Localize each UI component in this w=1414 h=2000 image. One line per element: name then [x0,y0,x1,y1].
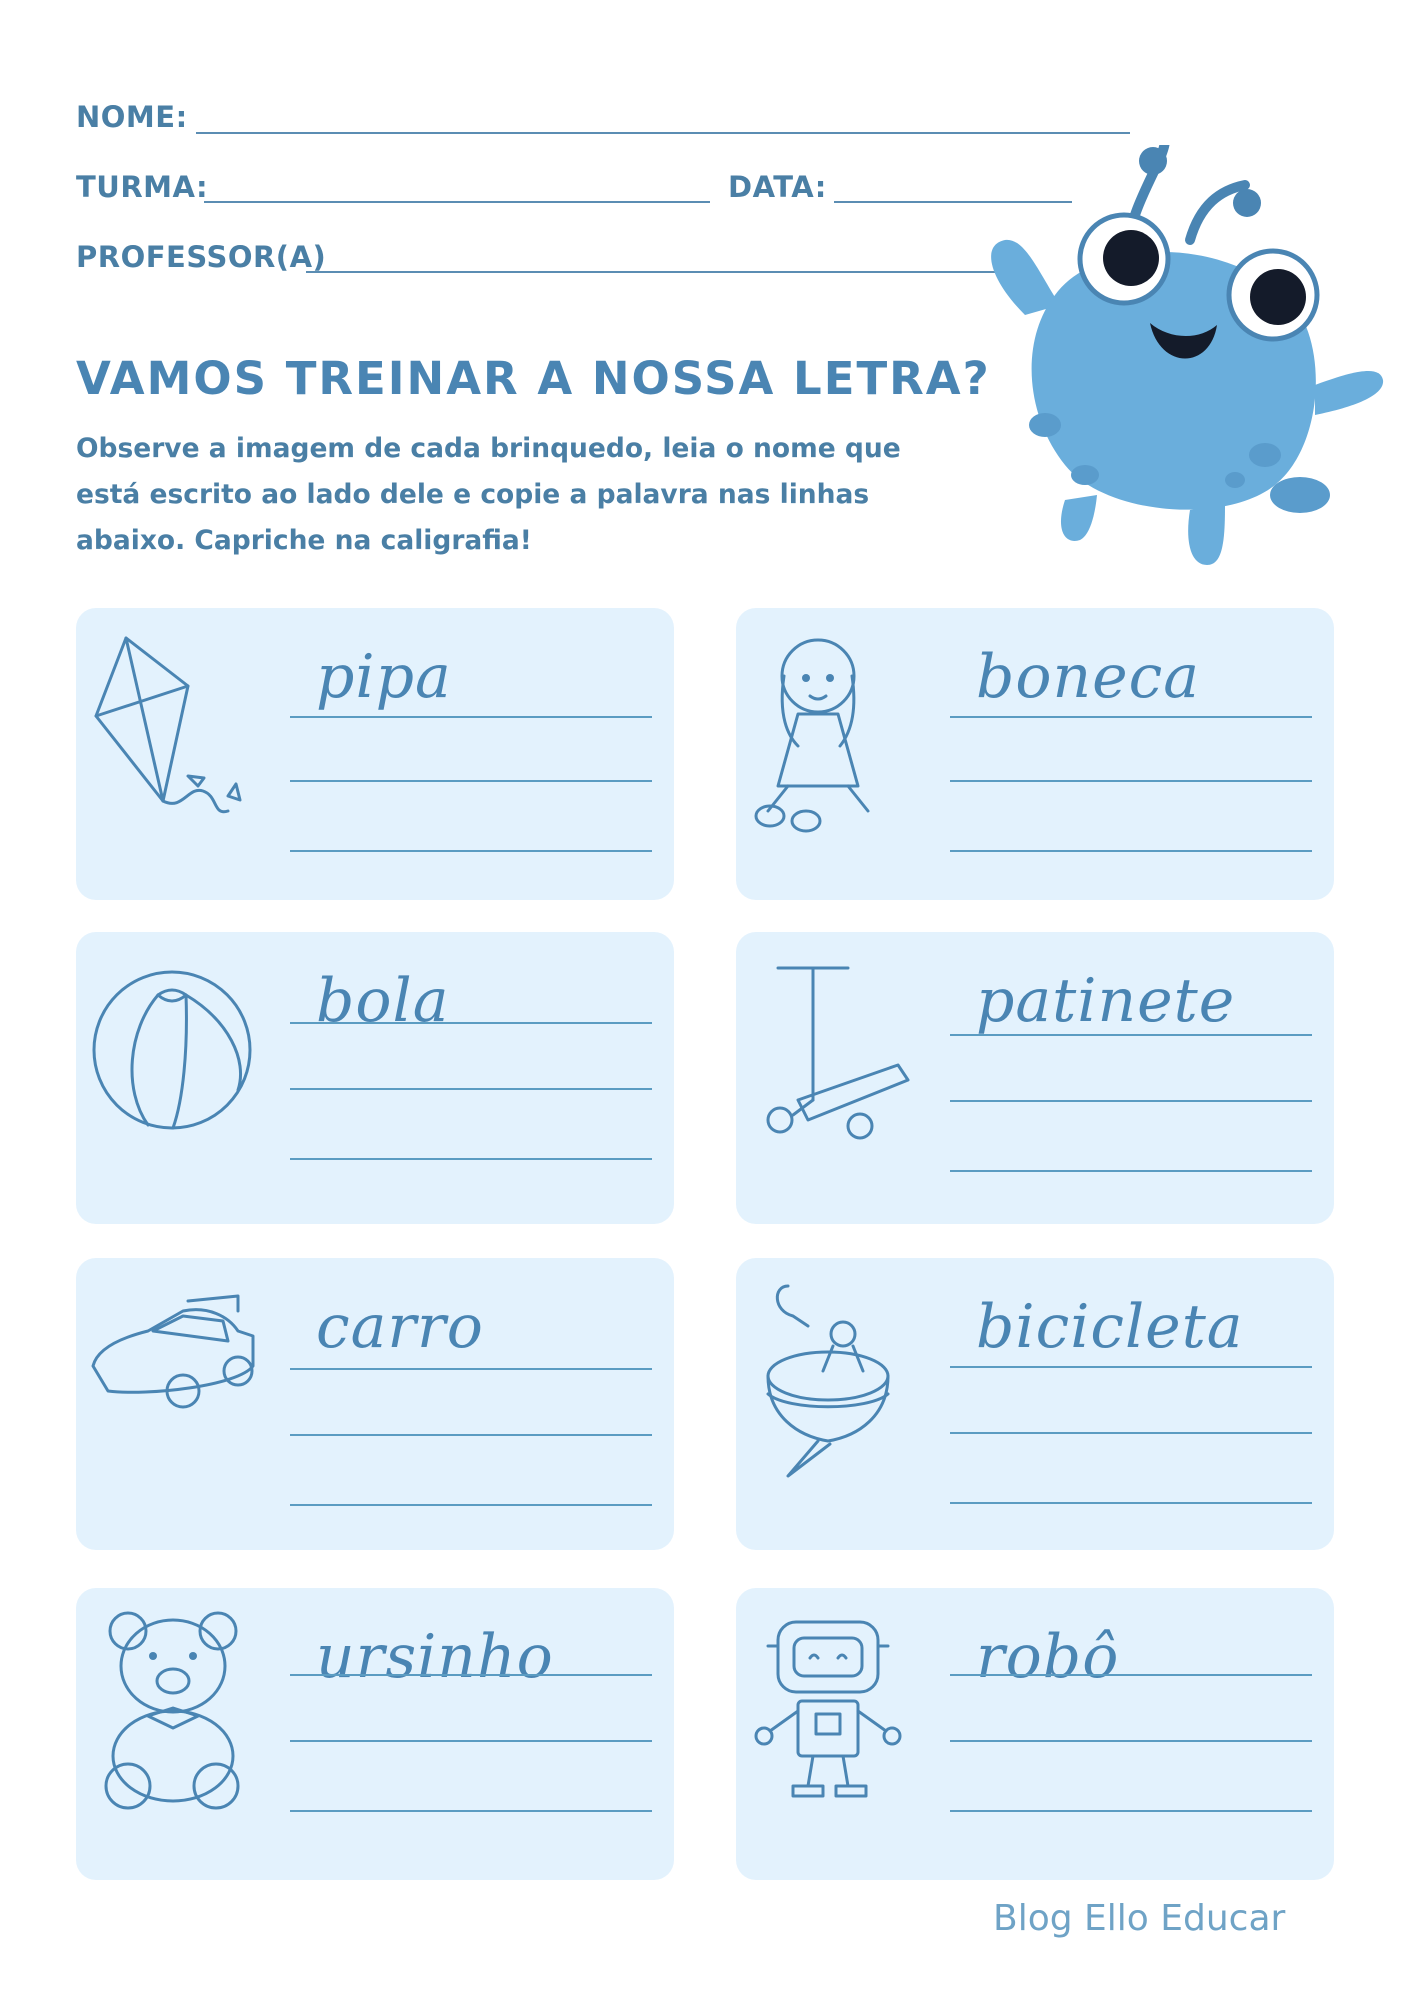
card-bicicleta [736,1258,1334,1550]
writing-line[interactable] [290,1434,652,1436]
card-robo [736,1588,1334,1880]
card-word: patinete [976,966,1236,1036]
doll-icon [748,626,916,836]
writing-line[interactable] [950,1432,1312,1434]
card-word: pipa [316,642,452,712]
writing-line[interactable] [950,1674,1312,1676]
writing-line[interactable] [950,1502,1312,1504]
date-label: DATA: [728,170,827,204]
page-title: VAMOS TREINAR A NOSSA LETRA? [76,352,991,405]
writing-line[interactable] [290,1158,652,1160]
card-carro [76,1258,674,1550]
card-patinete [736,932,1334,1224]
writing-line[interactable] [950,1100,1312,1102]
card-word: ursinho [316,1622,554,1692]
writing-line[interactable] [290,850,652,852]
card-word: bola [316,966,450,1036]
scooter-icon [748,950,916,1160]
teacher-field[interactable] [306,271,1008,273]
writing-line[interactable] [950,1810,1312,1812]
class-label: TURMA: [76,170,209,204]
robot-icon [748,1606,916,1816]
monster-mascot-icon [985,145,1395,575]
writing-line[interactable] [290,780,652,782]
writing-line[interactable] [950,1740,1312,1742]
card-word: boneca [976,642,1201,712]
class-field[interactable] [204,201,710,203]
spinning-top-icon [748,1276,916,1486]
teddy-bear-icon [88,1606,256,1816]
writing-line[interactable] [950,1366,1312,1368]
writing-line[interactable] [290,1088,652,1090]
writing-line[interactable] [290,1740,652,1742]
card-bola [76,932,674,1224]
card-boneca [736,608,1334,900]
teacher-label: PROFESSOR(A) [76,240,327,274]
writing-line[interactable] [950,850,1312,852]
card-ursinho [76,1588,674,1880]
name-label: NOME: [76,100,188,134]
writing-line[interactable] [290,1504,652,1506]
writing-line[interactable] [950,780,1312,782]
card-word: robô [976,1622,1120,1692]
card-word: bicicleta [976,1292,1244,1362]
beach-ball-icon [88,950,256,1160]
writing-line[interactable] [950,1034,1312,1036]
writing-line[interactable] [950,716,1312,718]
kite-icon [88,626,256,836]
card-word: carro [316,1292,484,1362]
card-pipa [76,608,674,900]
writing-line[interactable] [290,1022,652,1024]
instructions-text: Observe a imagem de cada brinquedo, leia o nome que está escrito ao lado dele e copie a palavra nas linhas abaixo. Capriche na caligrafia! [76,433,901,556]
writing-line[interactable] [290,1674,652,1676]
writing-line[interactable] [290,716,652,718]
writing-line[interactable] [290,1368,652,1370]
writing-line[interactable] [950,1170,1312,1172]
name-field[interactable] [196,132,1130,134]
footer-credit: Blog Ello Educar [993,1898,1286,1939]
writing-line[interactable] [290,1810,652,1812]
toy-car-icon [88,1276,256,1486]
